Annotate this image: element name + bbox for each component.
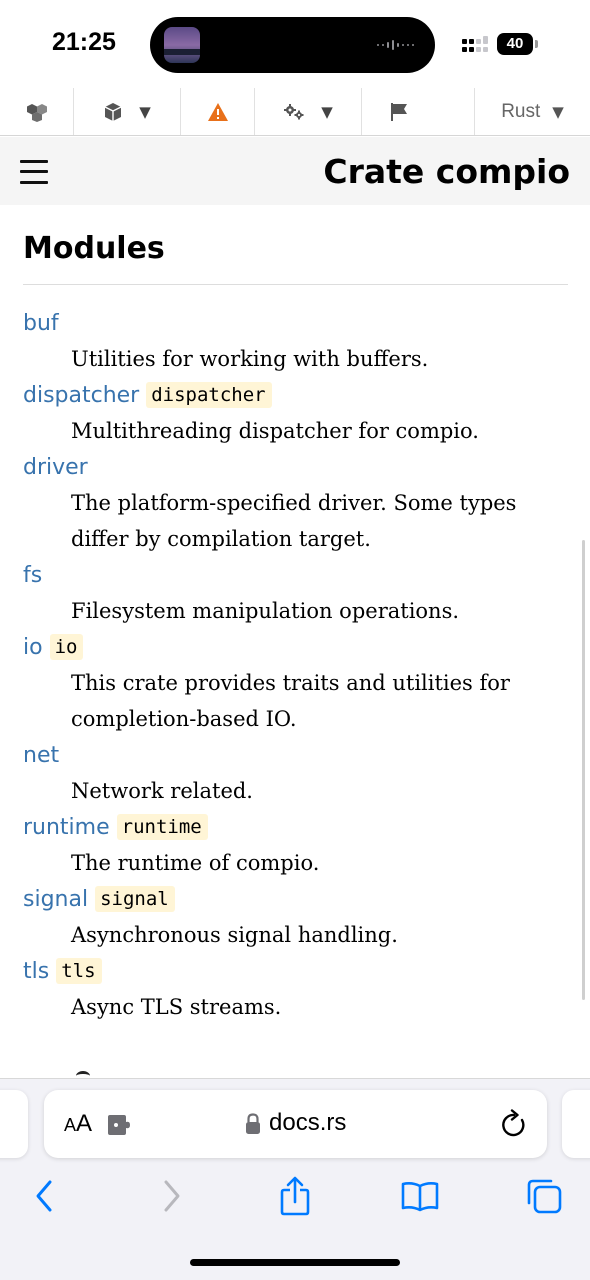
module-link-net[interactable]: net [23, 742, 60, 768]
lock-icon [245, 1113, 261, 1135]
battery-nub [535, 40, 538, 48]
bookmarks-icon [400, 1180, 440, 1212]
flag-button[interactable] [362, 88, 436, 135]
settings-gears-icon [283, 103, 305, 121]
module-item-net [0, 737, 590, 809]
module-description: Network related. [71, 779, 253, 803]
module-item-driver [0, 449, 590, 557]
chevron-down-icon: ▼ [321, 102, 333, 121]
module-item-fs [0, 557, 590, 629]
home-indicator[interactable] [190, 1259, 400, 1266]
feature-badge: tls [56, 958, 101, 984]
module-item-buf [0, 305, 590, 377]
share-button[interactable] [273, 1174, 317, 1218]
page-title: Crate compio [323, 152, 570, 191]
module-item-signal [0, 881, 590, 953]
audio-waveform-icon [377, 39, 417, 51]
warning-button[interactable] [181, 88, 255, 135]
settings-menu-button[interactable] [255, 88, 362, 135]
status-bar [0, 0, 590, 88]
scroll-indicator[interactable] [582, 540, 585, 1000]
docs-rs-menu-button[interactable] [0, 88, 74, 135]
docs-rs-logo-icon [26, 102, 48, 122]
module-item-runtime [0, 809, 590, 881]
clipped-heading-fragment [76, 1071, 90, 1078]
module-list [0, 305, 590, 1025]
feature-badge: io [50, 634, 84, 660]
module-item-io [0, 629, 590, 737]
reload-icon[interactable] [500, 1109, 528, 1139]
crate-package-icon [103, 102, 123, 122]
module-link-buf[interactable]: buf [23, 310, 59, 336]
now-playing-thumbnail-icon [164, 27, 200, 63]
page-format-button[interactable]: AA [64, 1110, 93, 1137]
module-item-tls [0, 953, 590, 1025]
tabs-button[interactable] [522, 1174, 566, 1218]
section-divider [23, 284, 568, 285]
feature-badge: runtime [117, 814, 208, 840]
share-icon [279, 1176, 311, 1216]
url-text[interactable]: docs.rs [269, 1109, 347, 1136]
module-link-signal[interactable]: signal [23, 886, 89, 912]
module-link-driver[interactable]: driver [23, 454, 88, 480]
back-icon [34, 1179, 54, 1213]
bookmarks-button[interactable] [398, 1174, 442, 1218]
chevron-down-icon: ▼ [139, 102, 151, 121]
section-heading: Modules [23, 231, 165, 266]
module-link-dispatcher[interactable]: dispatcher [23, 382, 140, 408]
chevron-down-icon: ▼ [552, 102, 564, 121]
tabs-icon [525, 1177, 563, 1215]
previous-tab-card[interactable] [0, 1090, 28, 1158]
status-time: 21:25 [52, 28, 116, 56]
docs-rs-toolbar [0, 88, 590, 136]
battery-icon: 40 [497, 33, 533, 55]
cellular-signal-icon [462, 36, 492, 54]
language-label: Rust [501, 100, 541, 122]
language-selector[interactable] [474, 88, 590, 135]
forward-button[interactable] [150, 1174, 194, 1218]
flag-icon [389, 102, 409, 122]
dynamic-island[interactable] [150, 17, 435, 73]
next-tab-card[interactable] [562, 1090, 590, 1158]
main-content [0, 205, 590, 1078]
module-link-tls[interactable]: tls [23, 958, 50, 984]
module-link-fs[interactable]: fs [23, 562, 43, 588]
module-description: The runtime of compio. [71, 851, 320, 875]
module-description: Filesystem manipulation operations. [71, 599, 460, 623]
back-button[interactable] [22, 1174, 66, 1218]
forward-icon [162, 1179, 182, 1213]
feature-badge: signal [95, 886, 175, 912]
feature-badge: dispatcher [146, 382, 271, 408]
module-item-dispatcher [0, 377, 590, 449]
module-description: Async TLS streams. [71, 995, 282, 1019]
module-link-runtime[interactable]: runtime [23, 814, 110, 840]
extension-puzzle-icon[interactable] [106, 1113, 134, 1137]
module-description: Multithreading dispatcher for compio. [71, 419, 479, 443]
warning-icon [207, 102, 229, 122]
module-description: The platform-specified driver. Some types differ by compilation target. [71, 491, 517, 551]
hamburger-menu-icon[interactable] [20, 160, 48, 184]
module-description: This crate provides traits and utilities for completion-based IO. [71, 671, 510, 731]
module-description: Utilities for working with buffers. [71, 347, 429, 371]
crate-menu-button[interactable] [74, 88, 181, 135]
module-description: Asynchronous signal handling. [71, 923, 398, 947]
module-link-io[interactable]: io [23, 634, 43, 660]
